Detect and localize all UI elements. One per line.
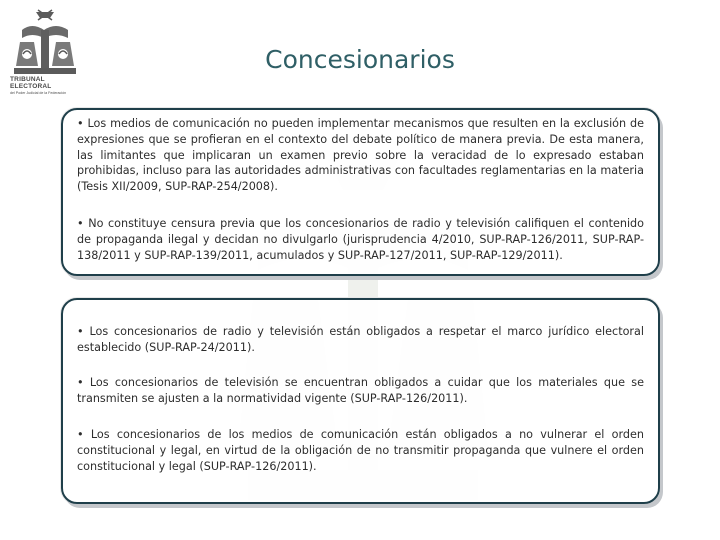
page-title: Concesionarios [265,44,455,74]
paragraph-jurisprudencia-4-2010: • No constituye censura previa que los concesionarios de radio y televisión califiquen el contenido de propaganda ilegal y decidan no divulgarlo (jurisprudencia 4/2010, SUP-RAP-126/2011, SUP-RAP-138/2011 y SUP-RAP-139/2011, acumulados y SUP-RAP-127/2011, SUP-RAP-129/2011). [77,217,644,262]
logo-subtitle: del Poder Judicial de la Federación [10,91,67,95]
paragraph-sup-rap-24-2011: • Los concesionarios de radio y televisión están obligados a respetar el marco jurídico electoral establecido (SUP-RAP-24/2011). [77,325,644,354]
logo-text [10,76,82,95]
paragraph-sup-rap-126-2011-orden: • Los concesionarios de los medios de comunicación están obligados a no vulnerar el orden constitucional y legal, en virtud de la obligación de no transmitir propaganda que vulnere el orden constitucional y legal (SUP-RAP-126/2011). [77,428,644,473]
paragraph-tesis-xii-2009: • Los medios de comunicación no pueden implementar mecanismos que resulten en la exclusión de expresiones que se profieran en el contexto del debate político de manera previa. De esta manera, las limitantes que implicaran un examen previo sobre la veracidad de lo expresado estaban prohibidas, incluso para las autoridades administrativas con facultades reglamentarias en la materia (Tesis XII/2009, SUP-RAP-254/2008). [77,117,644,194]
content-box-1 [61,108,660,276]
logo-name: TRIBUNAL ELECTORAL [10,76,52,90]
paragraph-sup-rap-126-2011-materiales: • Los concesionarios de televisión se encuentran obligados a cuidar que los materiales que se transmiten se ajusten a la normatividad vigente (SUP-RAP-126/2011). [77,376,644,405]
content-box-2 [61,298,660,504]
